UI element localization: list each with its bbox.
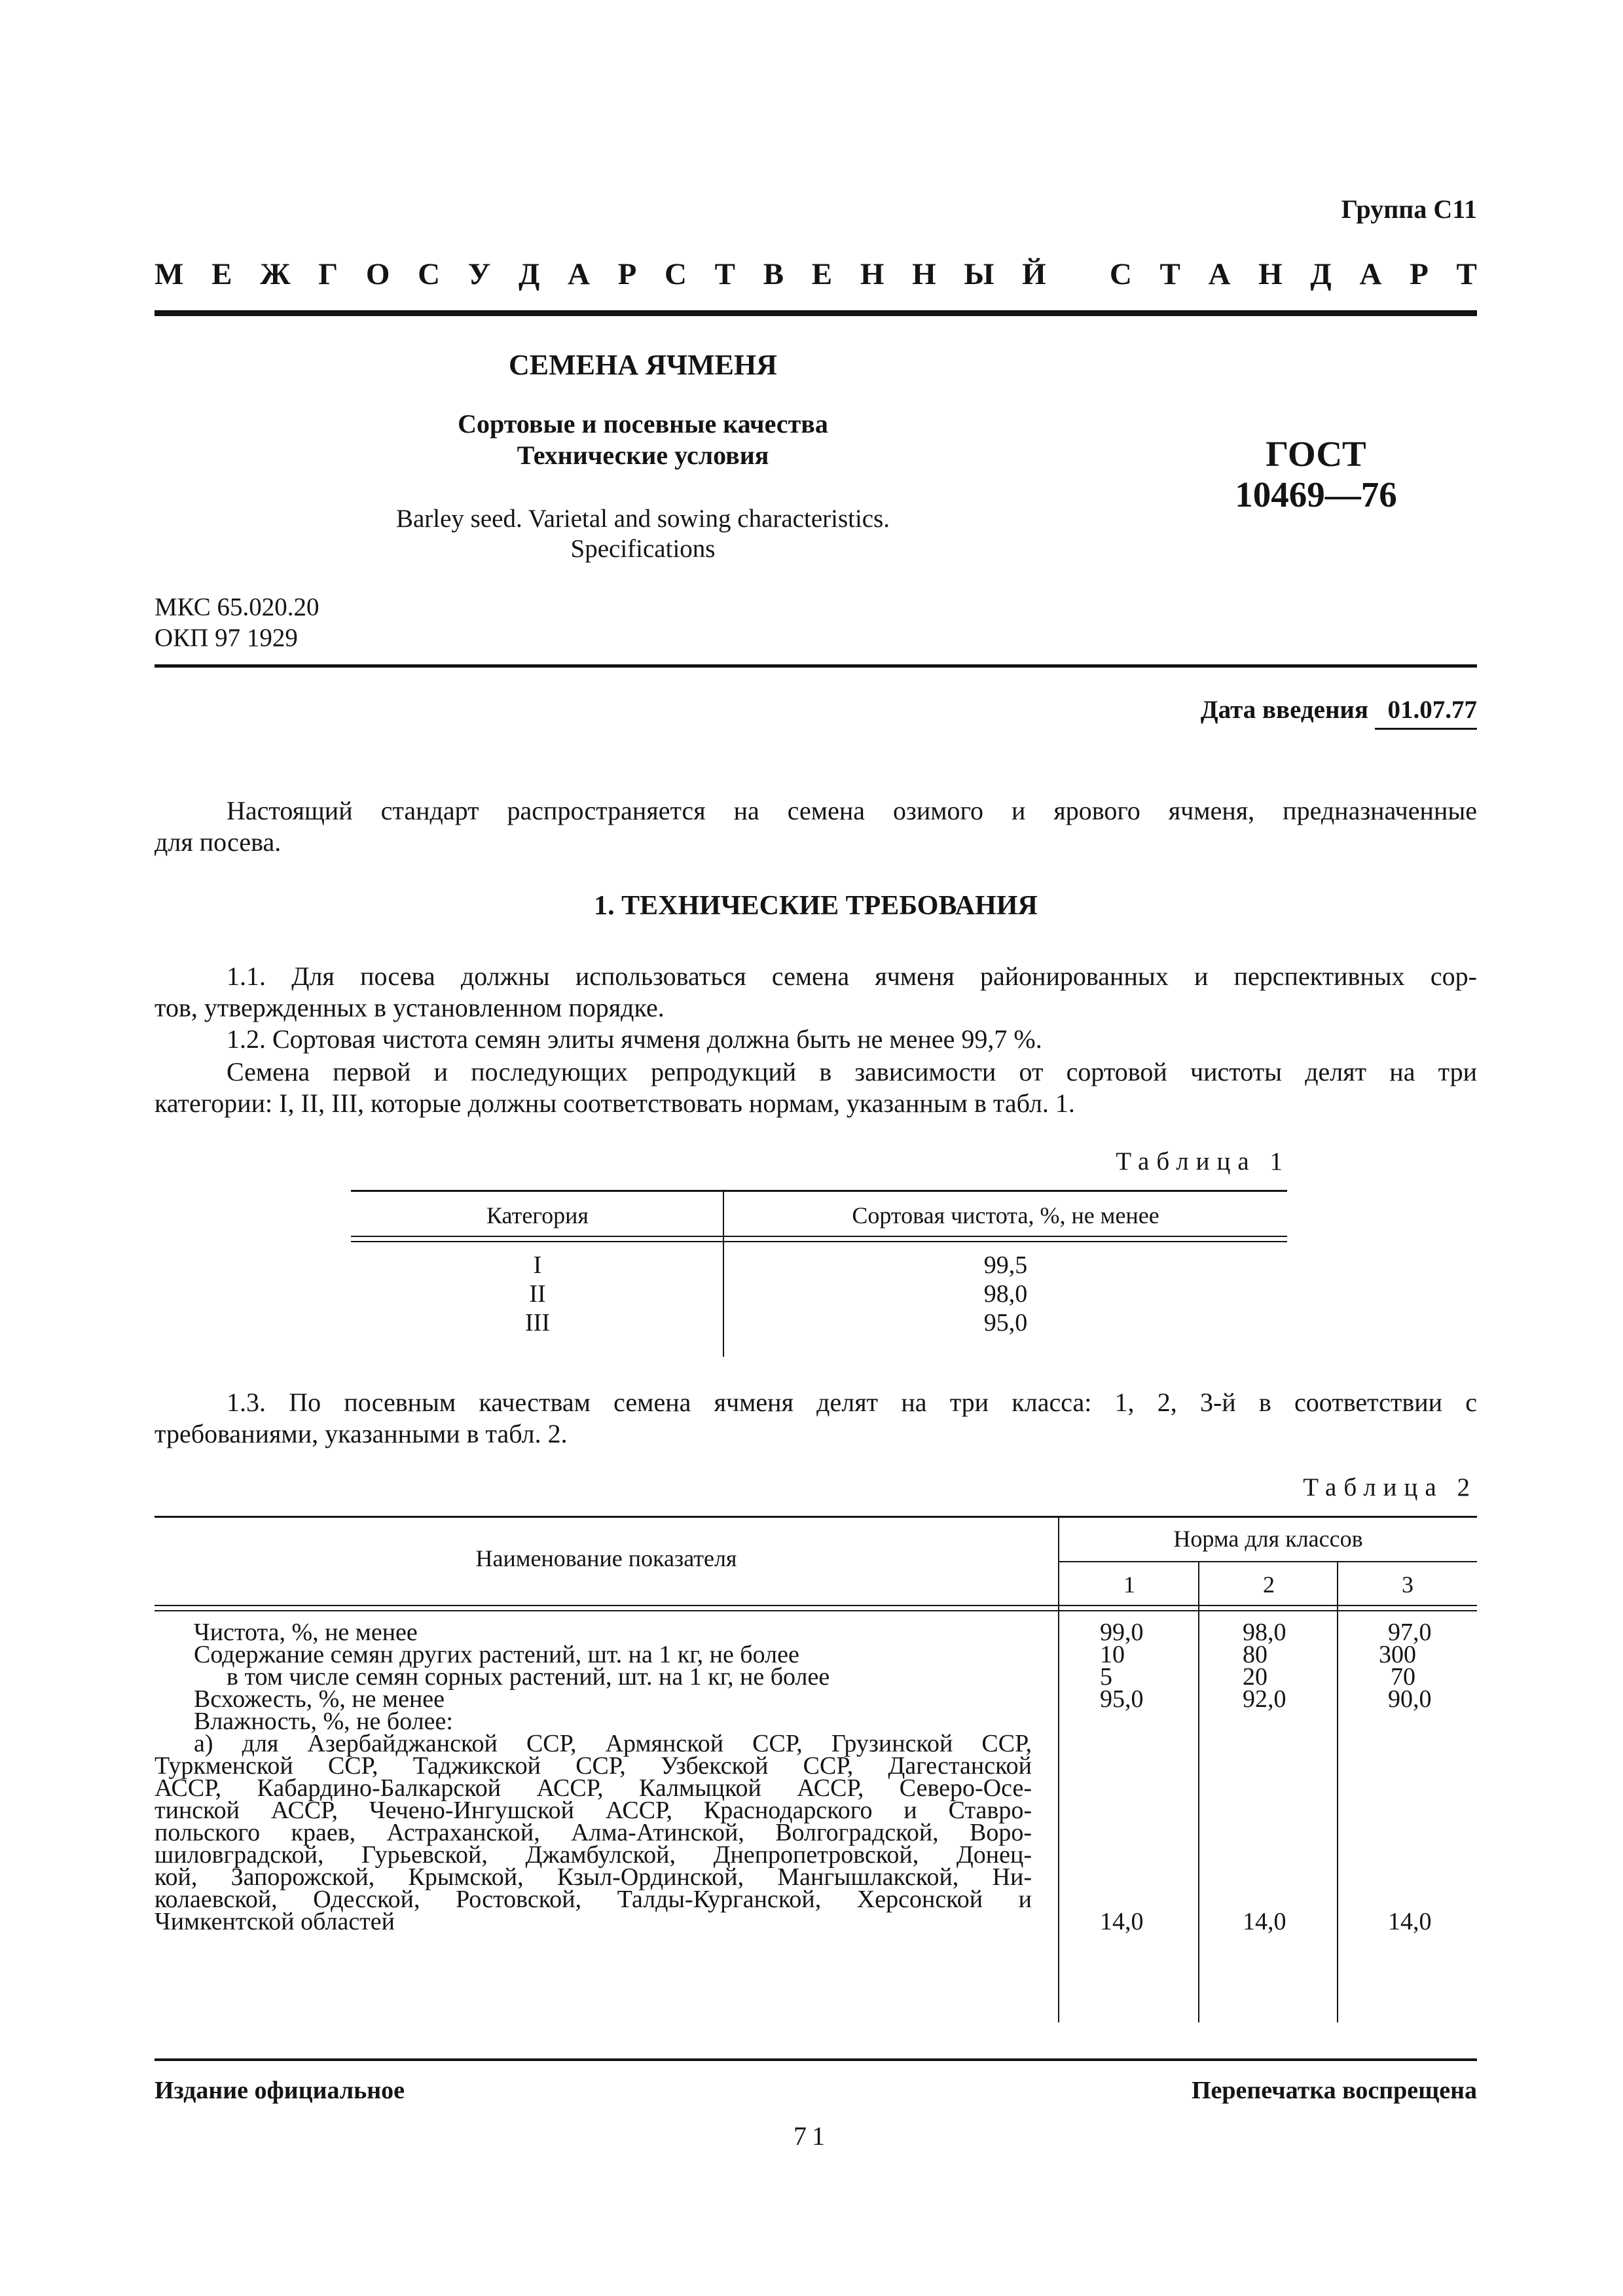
date-label: Дата введения (1200, 696, 1368, 724)
table1-row-purity: 98,0 (983, 1280, 1028, 1308)
section-title: 1. ТЕХНИЧЕСКИЕ ТРЕБОВАНИЯ (594, 891, 1038, 921)
banner-letter: Й (1022, 257, 1046, 291)
table2-caption: Таблица 2 (1303, 1473, 1477, 1501)
intro-line-2: для посева. (155, 827, 282, 857)
banner-letter: А (1359, 257, 1382, 291)
table1-header-purity: Сортовая чистота, %, не менее (852, 1202, 1159, 1229)
banner-letter: Д (1310, 257, 1332, 291)
table2-moisture-line: а) для Азербайджанской ССР, Армянской ССР, Грузинской ССР, (194, 1730, 1032, 1757)
table1-header-rule-2 (351, 1241, 1287, 1242)
banner-letter: У (467, 257, 491, 291)
table2-row-c1: 99,0 (1100, 1619, 1144, 1646)
table2-class-3: 3 (1402, 1571, 1413, 1598)
table2-row-name: Всхожесть, %, не менее (194, 1685, 445, 1713)
table2-divider-1 (1058, 1516, 1059, 2022)
para-1-2: 1.2. Сортовая чистота семян элиты ячменя должна быть не менее 99,7 %. (227, 1024, 1042, 1054)
banner-letter: Н (912, 257, 936, 291)
table2-row-name: Чистота, %, не менее (194, 1619, 418, 1646)
table1-header-rule-1 (351, 1236, 1287, 1237)
banner-letter: Н (1258, 257, 1283, 291)
table2-row-c1: 95,0 (1100, 1685, 1144, 1713)
banner-letter: Д (518, 257, 540, 291)
banner-letter: С (1109, 257, 1132, 291)
english-title-1: Barley seed. Varietal and sowing characteristics. (395, 505, 890, 533)
table2-row-c3: 90,0 (1388, 1685, 1432, 1713)
table1-header-category: Категория (486, 1202, 589, 1229)
footer-official-edition: Издание официальное (155, 2077, 405, 2104)
table2-row-c3: 70 (1391, 1663, 1415, 1691)
table2-row-name: в том числе семян сорных растений, шт. на 1 кг, не более (227, 1663, 830, 1691)
banner-letter: Ы (964, 257, 994, 291)
table2-moisture-line: тинской АССР, Чечено-Ингушской АССР, Краснодарского и Ставро- (155, 1797, 1032, 1824)
header-rule (155, 310, 1477, 316)
banner-letter: Н (860, 257, 884, 291)
footer-reprint-note: Перепечатка воспрещена (1191, 2077, 1477, 2104)
banner-letter: С (418, 257, 441, 291)
table2-moisture-line: Туркменской ССР, Таджикской ССР, Узбекской ССР, Дагестанской (155, 1752, 1032, 1780)
mks-code: МКС 65.020.20 (155, 593, 319, 621)
banner-letter (1074, 257, 1082, 292)
table1-row-purity: 99,5 (983, 1251, 1028, 1279)
subtitle-1: Сортовые и посевные качества (458, 409, 828, 439)
banner-letter: Р (617, 257, 637, 291)
para-1-3-line-2: требованиями, указанными в табл. 2. (155, 1419, 568, 1448)
banner-letter: А (1208, 257, 1231, 291)
table1-row-category: I (533, 1251, 542, 1279)
meta-rule (155, 664, 1477, 668)
table2-class-1: 1 (1123, 1571, 1135, 1598)
table2-norm-rule (1059, 1561, 1477, 1562)
banner-letter: Е (211, 257, 232, 291)
banner-letter: Т (1159, 257, 1180, 291)
table2-moisture-line: шиловградской, Гурьевской, Джамбулской, Днепропетровской, Донец- (155, 1841, 1032, 1869)
table2-header-rule-2 (155, 1610, 1477, 1611)
standard-banner (155, 257, 1477, 292)
table2-row-c1: 5 (1100, 1663, 1112, 1691)
table2-row-c3: 300 (1379, 1641, 1416, 1668)
para-1-3-line-1: 1.3. По посевным качествам семена ячменя делят на три класса: 1, 2, 3-й в соответствии с (227, 1388, 1477, 1417)
table2-moisture-line: кой, Запорожской, Крымской, Кзыл-Ординской, Мангышлакской, Ни- (155, 1863, 1032, 1891)
banner-letter: В (763, 257, 784, 291)
table2-row-name: Влажность, %, не более: (194, 1708, 453, 1735)
table2-divider-3 (1337, 1562, 1338, 2022)
gost-number: 10469—76 (1235, 475, 1397, 514)
table2-row-c2: 92,0 (1243, 1685, 1286, 1713)
table2-divider-2 (1198, 1562, 1199, 2022)
banner-letter: Ж (260, 257, 291, 291)
table2-moisture-line: колаевской, Одесской, Ростовской, Талды-Курганской, Херсонской и (155, 1886, 1032, 1913)
table2-moisture-line: Чимкентской областей (155, 1908, 395, 1935)
table1-row-category: II (529, 1280, 546, 1308)
table2-row-c3: 97,0 (1388, 1619, 1432, 1646)
banner-letter: С (665, 257, 687, 291)
table2-row-c1: 10 (1100, 1641, 1125, 1668)
banner-letter: О (365, 257, 390, 291)
table2-moisture-c3: 14,0 (1388, 1908, 1432, 1935)
table2-row-name: Содержание семян других растений, шт. на 1 кг, не более (194, 1641, 799, 1668)
table2-moisture-line: польского краев, Астраханской, Алма-Атинской, Волгоградской, Воро- (155, 1819, 1032, 1846)
date-underline (1375, 728, 1477, 730)
table2-moisture-c2: 14,0 (1243, 1908, 1286, 1935)
date-value: 01.07.77 (1387, 696, 1477, 724)
gost-label: ГОСТ (1266, 434, 1366, 474)
group-code: Группа С11 (1341, 194, 1477, 224)
table2-header-norm: Норма для классов (1173, 1526, 1363, 1552)
table2-moisture-c1: 14,0 (1100, 1908, 1144, 1935)
document-title: СЕМЕНА ЯЧМЕНЯ (509, 349, 777, 381)
table2-row-c2: 80 (1243, 1641, 1267, 1668)
table2-top-rule (155, 1516, 1477, 1518)
banner-letter: Т (714, 257, 736, 291)
banner-letter: А (567, 257, 590, 291)
table1-caption: Таблица 1 (1116, 1147, 1290, 1175)
para-1-1-line-2: тов, утвержденных в установленном порядке. (155, 993, 665, 1022)
table2-class-2: 2 (1263, 1571, 1275, 1598)
table2-moisture-line: АССР, Кабардино-Балкарской АССР, Калмыцкой АССР, Северо-Осе- (155, 1774, 1032, 1802)
table1-top-rule (351, 1190, 1287, 1192)
para-1-2b-line-1: Семена первой и последующих репродукций в зависимости от сортовой чистоты делят на три (227, 1057, 1477, 1086)
english-title-2: Specifications (570, 535, 716, 563)
footer-rule (155, 2058, 1477, 2061)
subtitle-2: Технические условия (517, 440, 769, 470)
intro-line-1: Настоящий стандарт распространяется на семена озимого и ярового ячменя, предназначенные (227, 796, 1477, 825)
para-1-1-line-1: 1.1. Для посева должны использоваться семена ячменя районированных и перспективных сор- (227, 961, 1477, 991)
banner-letter: Р (1410, 257, 1429, 291)
table2-header-rule-1 (155, 1605, 1477, 1606)
banner-letter: Г (318, 257, 338, 291)
page-number: 71 (793, 2121, 830, 2151)
table2-row-c2: 98,0 (1243, 1619, 1286, 1646)
banner-letter: Т (1456, 257, 1477, 291)
para-1-2b-line-2: категории: I, II, III, которые должны соответствовать нормам, указанным в табл. 1. (155, 1088, 1075, 1118)
banner-letter: Е (811, 257, 833, 291)
table2-row-c2: 20 (1243, 1663, 1267, 1691)
table1-row-category: III (525, 1309, 550, 1336)
okp-code: ОКП 97 1929 (155, 624, 298, 652)
table1-row-purity: 95,0 (983, 1309, 1028, 1336)
table2-header-name: Наименование показателя (475, 1545, 737, 1571)
banner-letter: М (155, 257, 184, 291)
